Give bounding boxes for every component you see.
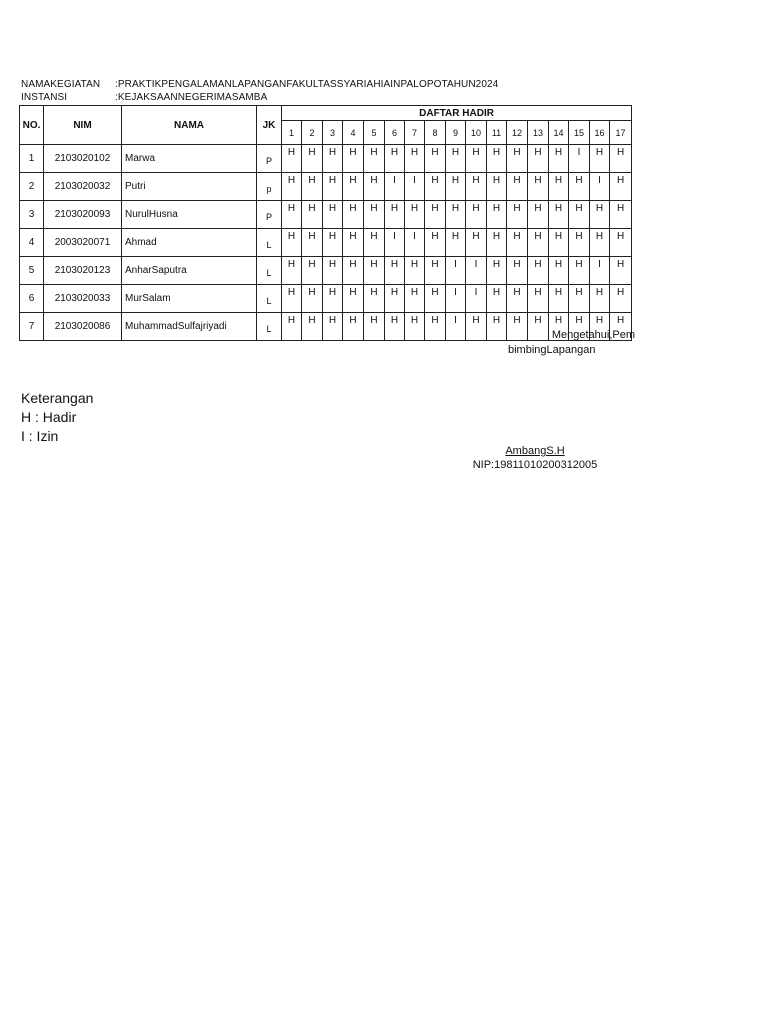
- attendance-mark: H: [569, 201, 590, 229]
- row-nim: 2103020102: [44, 145, 122, 173]
- attendance-mark: H: [302, 285, 323, 313]
- attendance-mark: H: [323, 229, 343, 257]
- attendance-mark: H: [405, 313, 425, 341]
- attendance-mark: H: [466, 173, 487, 201]
- attendance-mark: H: [610, 201, 632, 229]
- attendance-mark: H: [466, 145, 487, 173]
- attendance-mark: H: [569, 257, 590, 285]
- row-jk: L: [257, 257, 282, 285]
- attendance-mark: H: [446, 201, 466, 229]
- attendance-mark: H: [549, 257, 569, 285]
- attendance-mark: I: [446, 285, 466, 313]
- attendance-mark: H: [610, 229, 632, 257]
- attendance-mark: I: [405, 173, 425, 201]
- attendance-mark: I: [385, 229, 405, 257]
- attendance-mark: I: [446, 313, 466, 341]
- attendance-table: [19, 105, 632, 341]
- attendance-mark: H: [425, 257, 446, 285]
- attendance-mark: H: [446, 229, 466, 257]
- attendance-mark: I: [466, 285, 487, 313]
- row-nim: 2103020032: [44, 173, 122, 201]
- attendance-mark: H: [385, 313, 405, 341]
- attendance-mark: H: [507, 173, 528, 201]
- attendance-mark: H: [487, 201, 507, 229]
- attendance-mark: H: [528, 201, 549, 229]
- header-row: [20, 106, 632, 121]
- attendance-mark: H: [610, 173, 632, 201]
- attendance-mark: H: [425, 173, 446, 201]
- day-header: 5: [364, 121, 385, 145]
- row-nim: 2103020123: [44, 257, 122, 285]
- attendance-mark: H: [549, 285, 569, 313]
- attendance-mark: H: [466, 201, 487, 229]
- row-jk: P: [257, 145, 282, 173]
- attendance-mark: H: [446, 173, 466, 201]
- table-row: [20, 201, 632, 229]
- attendance-mark: H: [425, 313, 446, 341]
- row-nama: Ahmad: [122, 229, 257, 257]
- attendance-mark: H: [590, 285, 610, 313]
- day-header: 6: [385, 121, 405, 145]
- day-header: 12: [507, 121, 528, 145]
- attendance-mark: H: [343, 285, 364, 313]
- col-no: NO.: [20, 106, 44, 145]
- attendance-mark: H: [343, 313, 364, 341]
- row-jk: P: [257, 201, 282, 229]
- row-nim: 2103020093: [44, 201, 122, 229]
- attendance-mark: H: [487, 257, 507, 285]
- attendance-mark: H: [405, 145, 425, 173]
- attendance-mark: I: [405, 229, 425, 257]
- attendance-mark: H: [364, 229, 385, 257]
- attendance-mark: I: [590, 257, 610, 285]
- day-header: 1: [282, 121, 302, 145]
- mengetahui-line2: bimbingLapangan: [508, 344, 596, 356]
- attendance-mark: H: [610, 285, 632, 313]
- col-nim: NIM: [44, 106, 122, 145]
- attendance-mark: H: [282, 229, 302, 257]
- col-jk: JK: [257, 106, 282, 145]
- row-no: 1: [20, 145, 44, 173]
- attendance-mark: H: [528, 173, 549, 201]
- kegiatan-label: NAMAKEGIATAN: [21, 79, 101, 90]
- attendance-mark: H: [487, 145, 507, 173]
- table-row: [20, 229, 632, 257]
- attendance-mark: H: [405, 201, 425, 229]
- day-header: 14: [549, 121, 569, 145]
- mengetahui-block: [505, 328, 635, 358]
- attendance-mark: H: [507, 201, 528, 229]
- attendance-mark: H: [507, 145, 528, 173]
- col-daftar-hadir: DAFTAR HADIR: [282, 106, 632, 121]
- attendance-mark: H: [323, 145, 343, 173]
- attendance-mark: H: [282, 285, 302, 313]
- row-nim: 2103020086: [44, 313, 122, 341]
- row-nim: 2103020033: [44, 285, 122, 313]
- attendance-mark: H: [364, 201, 385, 229]
- attendance-mark: H: [302, 257, 323, 285]
- attendance-mark: H: [385, 257, 405, 285]
- attendance-mark: H: [507, 313, 528, 341]
- attendance-mark: H: [425, 285, 446, 313]
- legend-hadir: H : Hadir: [21, 409, 77, 425]
- attendance-mark: H: [385, 145, 405, 173]
- attendance-mark: H: [487, 173, 507, 201]
- attendance-mark: H: [507, 229, 528, 257]
- legend: [21, 389, 93, 446]
- attendance-mark: H: [343, 201, 364, 229]
- attendance-mark: H: [487, 285, 507, 313]
- attendance-mark: H: [323, 313, 343, 341]
- attendance-mark: H: [507, 257, 528, 285]
- row-nama: MuhammadSulfajriyadi: [122, 313, 257, 341]
- attendance-mark: H: [590, 229, 610, 257]
- day-header: 10: [466, 121, 487, 145]
- signer-nip: NIP:19811010200312005: [472, 459, 598, 471]
- day-header: 17: [610, 121, 632, 145]
- attendance-mark: H: [569, 285, 590, 313]
- row-nama: NurulHusna: [122, 201, 257, 229]
- row-no: 6: [20, 285, 44, 313]
- attendance-mark: H: [549, 313, 569, 341]
- attendance-mark: H: [487, 313, 507, 341]
- attendance-mark: H: [282, 201, 302, 229]
- attendance-mark: H: [364, 145, 385, 173]
- signature-block: [440, 444, 630, 472]
- attendance-mark: H: [364, 257, 385, 285]
- row-jk: p: [257, 173, 282, 201]
- attendance-mark: H: [528, 145, 549, 173]
- day-header: 9: [446, 121, 466, 145]
- row-jk: L: [257, 285, 282, 313]
- day-header: 2: [302, 121, 323, 145]
- attendance-mark: I: [385, 173, 405, 201]
- attendance-mark: H: [343, 173, 364, 201]
- table-row: [20, 173, 632, 201]
- attendance-mark: I: [446, 257, 466, 285]
- attendance-mark: H: [549, 229, 569, 257]
- attendance-mark: H: [590, 145, 610, 173]
- attendance-mark: H: [466, 229, 487, 257]
- attendance-mark: H: [528, 313, 549, 341]
- legend-title: Keterangan: [21, 390, 94, 406]
- attendance-mark: H: [569, 173, 590, 201]
- attendance-mark: I: [590, 173, 610, 201]
- instansi-label: INSTANSI: [21, 92, 68, 103]
- table-row: [20, 257, 632, 285]
- attendance-mark: H: [425, 201, 446, 229]
- row-no: 5: [20, 257, 44, 285]
- attendance-mark: H: [385, 285, 405, 313]
- attendance-mark: H: [282, 313, 302, 341]
- attendance-mark: H: [425, 145, 446, 173]
- attendance-mark: H: [405, 285, 425, 313]
- signer-name: AmbangS.H: [505, 445, 565, 457]
- row-nim: 2003020071: [44, 229, 122, 257]
- attendance-mark: I: [569, 145, 590, 173]
- row-nama: MurSalam: [122, 285, 257, 313]
- attendance-mark: I: [466, 257, 487, 285]
- row-jk: L: [257, 229, 282, 257]
- day-header: 7: [405, 121, 425, 145]
- attendance-mark: H: [385, 201, 405, 229]
- attendance-mark: H: [282, 257, 302, 285]
- attendance-mark: H: [302, 145, 323, 173]
- attendance-mark: H: [282, 145, 302, 173]
- attendance-mark: H: [610, 313, 632, 341]
- day-header: 4: [343, 121, 364, 145]
- attendance-mark: H: [590, 313, 610, 341]
- row-no: 2: [20, 173, 44, 201]
- table-row: [20, 285, 632, 313]
- row-nama: Putri: [122, 173, 257, 201]
- attendance-mark: H: [528, 285, 549, 313]
- attendance-mark: H: [569, 313, 590, 341]
- row-no: 4: [20, 229, 44, 257]
- attendance-mark: H: [364, 313, 385, 341]
- table-row: [20, 145, 632, 173]
- attendance-mark: H: [302, 173, 323, 201]
- attendance-mark: H: [528, 257, 549, 285]
- attendance-mark: H: [323, 201, 343, 229]
- attendance-mark: H: [282, 173, 302, 201]
- row-nama: Marwa: [122, 145, 257, 173]
- attendance-mark: H: [343, 145, 364, 173]
- day-header: 3: [323, 121, 343, 145]
- day-header: 8: [425, 121, 446, 145]
- kegiatan-value: :PRAKTIKPENGALAMANLAPANGANFAKULTASSYARIAHIAINPALOPOTAHUN2024: [115, 79, 499, 90]
- attendance-mark: H: [364, 173, 385, 201]
- day-header: 16: [590, 121, 610, 145]
- attendance-mark: H: [364, 285, 385, 313]
- attendance-mark: H: [590, 201, 610, 229]
- attendance-mark: H: [302, 201, 323, 229]
- attendance-mark: H: [425, 229, 446, 257]
- attendance-mark: H: [323, 257, 343, 285]
- row-no: 3: [20, 201, 44, 229]
- attendance-mark: H: [405, 257, 425, 285]
- attendance-mark: H: [343, 257, 364, 285]
- attendance-mark: H: [528, 229, 549, 257]
- attendance-mark: H: [446, 145, 466, 173]
- attendance-mark: H: [323, 285, 343, 313]
- attendance-mark: H: [507, 285, 528, 313]
- attendance-mark: H: [549, 173, 569, 201]
- attendance-mark: H: [610, 257, 632, 285]
- attendance-mark: H: [323, 173, 343, 201]
- day-header: 15: [569, 121, 590, 145]
- attendance-mark: H: [343, 229, 364, 257]
- legend-izin: I : Izin: [21, 428, 59, 444]
- attendance-mark: H: [549, 145, 569, 173]
- attendance-mark: H: [302, 313, 323, 341]
- attendance-mark: H: [549, 201, 569, 229]
- col-nama: NAMA: [122, 106, 257, 145]
- attendance-mark: H: [466, 313, 487, 341]
- row-jk: L: [257, 313, 282, 341]
- day-header: 11: [487, 121, 507, 145]
- day-header: 13: [528, 121, 549, 145]
- attendance-body: [20, 145, 632, 341]
- attendance-mark: H: [487, 229, 507, 257]
- instansi-value: :KEJAKSAANNEGERIMASAMBA: [115, 92, 268, 103]
- attendance-mark: H: [569, 229, 590, 257]
- attendance-mark: H: [302, 229, 323, 257]
- mengetahui-line1: Mengetahui,Pem: [551, 329, 635, 341]
- attendance-mark: H: [610, 145, 632, 173]
- row-nama: AnharSaputra: [122, 257, 257, 285]
- row-no: 7: [20, 313, 44, 341]
